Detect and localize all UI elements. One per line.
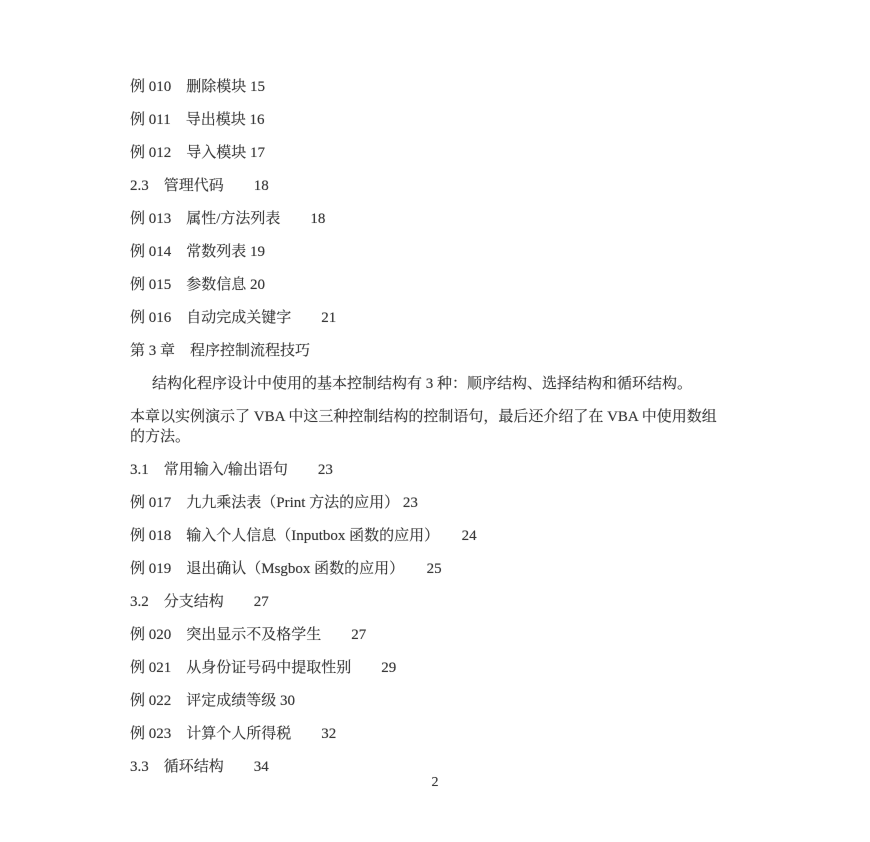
paragraph-line: 本章以实例演示了 VBA 中这三种控制结构的控制语句，最后还介绍了在 VBA 中使用数组 xyxy=(130,409,717,425)
chapter-heading: 第 3 章 程序控制流程技巧 xyxy=(130,343,311,359)
toc-entry-section: 3.2 分支结构 27 xyxy=(130,594,269,610)
toc-entry: 例 020 突出显示不及格学生 27 xyxy=(130,627,367,643)
toc-entry: 例 021 从身份证号码中提取性别 29 xyxy=(130,660,397,676)
toc-entry-section: 3.1 常用输入/输出语句 23 xyxy=(130,462,333,478)
toc-entry: 例 015 参数信息 20 xyxy=(130,277,266,293)
paragraph-line: 结构化程序设计中使用的基本控制结构有 3 种：顺序结构、选择结构和循环结构。 xyxy=(152,376,693,392)
toc-entry: 例 023 计算个人所得税 32 xyxy=(130,726,337,742)
toc-entry: 例 017 九九乘法表（Print 方法的应用） 23 xyxy=(130,495,418,511)
toc-entry: 例 011 导出模块 16 xyxy=(130,112,265,128)
toc-entry: 例 022 评定成绩等级 30 xyxy=(130,693,296,709)
toc-entry: 例 014 常数列表 19 xyxy=(130,244,266,260)
toc-entry-section: 2.3 管理代码 18 xyxy=(130,178,269,194)
toc-entry: 例 012 导入模块 17 xyxy=(130,145,266,161)
toc-entry: 例 018 输入个人信息（Inputbox 函数的应用） 24 xyxy=(130,528,477,544)
page-content xyxy=(130,80,765,793)
toc-entry-section: 3.3 循环结构 34 xyxy=(130,759,269,775)
toc-entry: 例 013 属性/方法列表 18 xyxy=(130,211,326,227)
page-number: 2 xyxy=(431,775,439,790)
toc-entry: 例 010 删除模块 15 xyxy=(130,79,266,95)
paragraph-line: 的方法。 xyxy=(130,429,191,445)
toc-entry: 例 019 退出确认（Msgbox 函数的应用） 25 xyxy=(130,561,442,577)
toc-entry: 例 016 自动完成关键字 21 xyxy=(130,310,337,326)
